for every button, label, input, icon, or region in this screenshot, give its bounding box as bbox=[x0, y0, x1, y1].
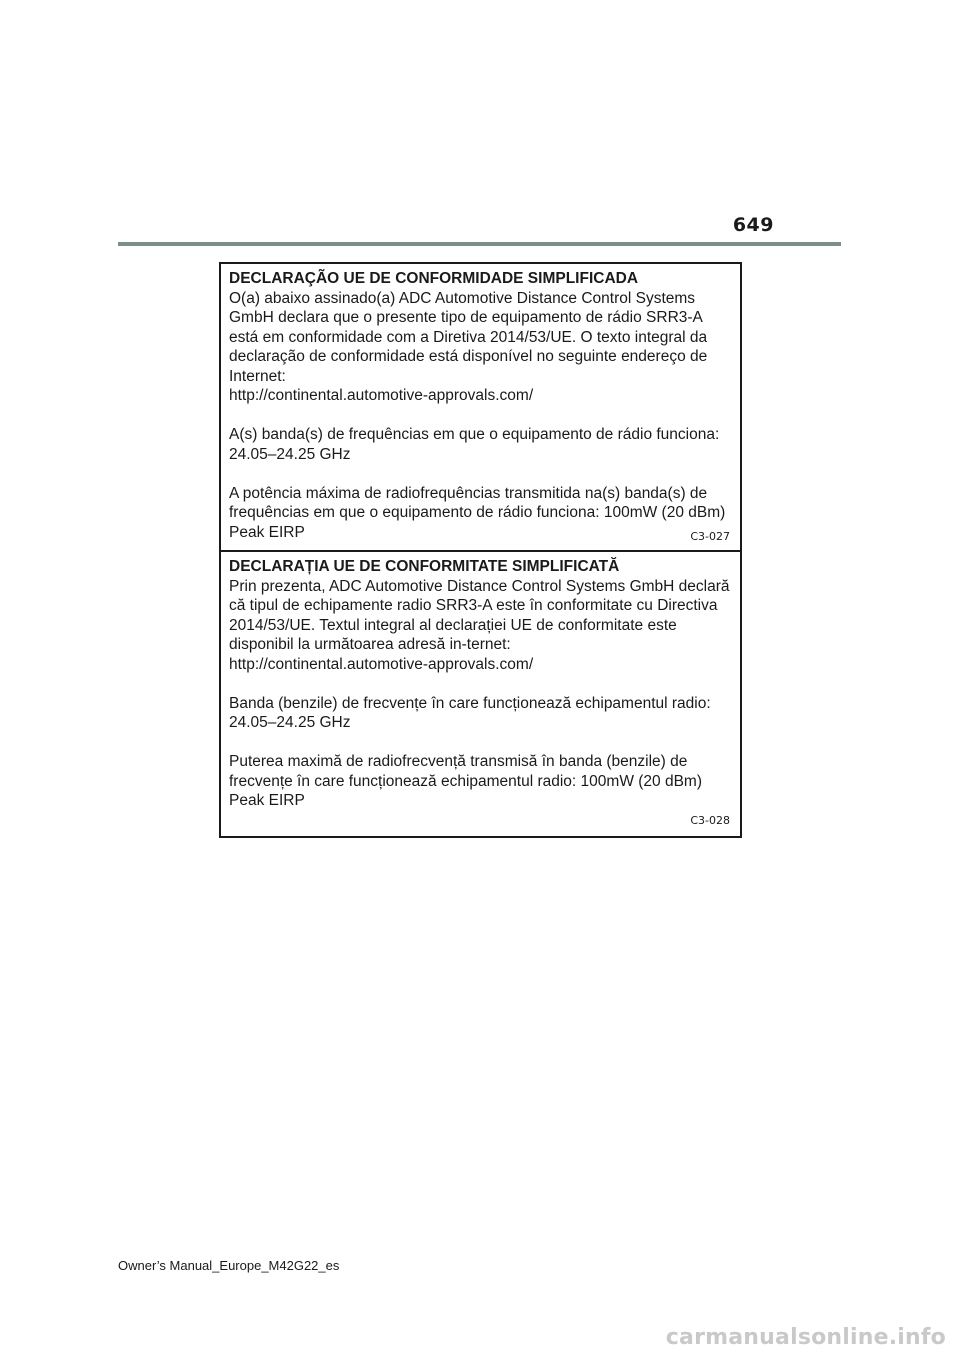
frequency-bands-label: A(s) banda(s) de frequências em que o equipamento de rádio funciona: bbox=[229, 426, 720, 443]
declaration-portuguese bbox=[221, 264, 740, 550]
declaration-intro: O(a) abaixo assinado(a) ADC Automotive Distance Control Systems GmbH declara que o presente tipo de equipamento de rádio SRR3-A está em conformidade com a Diretiva 2014/53/UE. O texto integral da declaração de conformidade está disponível no seguinte endereço de Internet: bbox=[229, 289, 708, 385]
max-power-statement: Puterea maximă de radiofrecvență transmisă în banda (benzile) de frecvențe în care funcționează echipamentul radio: 100mW (20 dBm) Peak EIRP bbox=[229, 753, 702, 809]
declaration-title: DECLARAÇÃO UE DE CONFORMIDADE SIMPLIFICADA bbox=[229, 270, 639, 287]
declaration-box bbox=[219, 262, 742, 838]
frequency-bands-label: Banda (benzile) de frecvențe în care funcționează echipamentul radio: bbox=[229, 694, 711, 712]
page-number: 649 bbox=[732, 214, 774, 236]
reference-code: C3-027 bbox=[690, 530, 730, 543]
header-rule bbox=[118, 242, 841, 246]
watermark: carmanualsonline.info bbox=[665, 1325, 946, 1350]
declaration-title: DECLARAȚIA UE DE CONFORMITATE SIMPLIFICATĂ bbox=[229, 558, 620, 575]
declaration-url: http://continental.automotive-approvals.com/ bbox=[229, 387, 534, 404]
max-power-statement: A potência máxima de radiofrequências transmitida na(s) banda(s) de frequências em que o equipamento de rádio funciona: 100mW (20 dBm) Peak EIRP bbox=[229, 484, 726, 541]
declaration-text bbox=[229, 557, 734, 811]
declaration-url: http://continental.automotive-approvals.com/ bbox=[229, 655, 534, 673]
declaration-intro: Prin prezenta, ADC Automotive Distance Control Systems GmbH declară că tipul de echipamente radio SRR3-A este în conformitate cu Directiva 2014/53/UE. Textul integral al declarației UE de conformitate este disponibil la următoarea adresă in-ternet: bbox=[229, 577, 730, 653]
reference-code: C3-028 bbox=[690, 814, 730, 827]
declaration-text bbox=[229, 269, 734, 542]
footer-manual-id: Owner’s Manual_Europe_M42G22_es bbox=[118, 1258, 340, 1273]
declaration-romanian bbox=[221, 552, 740, 836]
frequency-bands-value: 24.05–24.25 GHz bbox=[229, 445, 351, 463]
frequency-bands-value: 24.05–24.25 GHz bbox=[229, 714, 351, 731]
